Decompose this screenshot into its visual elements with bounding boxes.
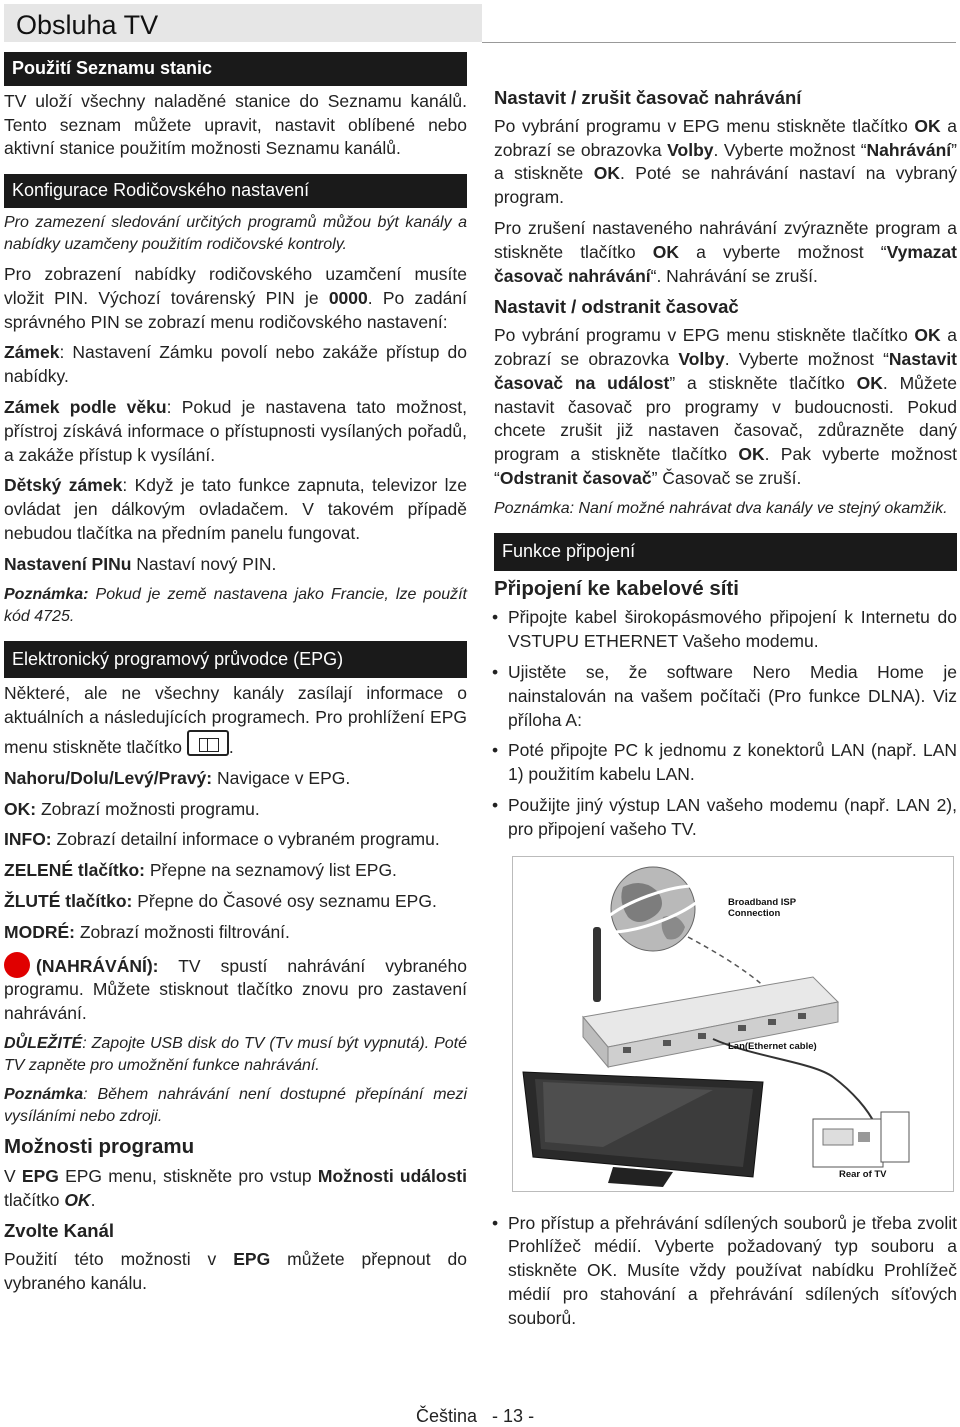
epg-important: DŮLEŽITÉ: Zapojte USB disk do TV (Tv musí být vypnutá). Poté TV zapněte pro umožnění funkce nahrávání. xyxy=(4,1034,467,1074)
list-item: • Pro přístup a přehrávání sdílených souborů je třeba zvolit Prohlížeč médií. Vyberte požadovaný typ souboru a stiskněte OK. Musíte vždy používat nabídku Prohlížeč médií pro stahování a přehrávání sdílených síťových souborů. xyxy=(494,1212,957,1331)
section-heading-epg: Elektronický programový průvodce (EPG) xyxy=(4,641,467,679)
network-diagram xyxy=(512,856,954,1192)
right-column xyxy=(494,82,957,1338)
tv-rear-panel-icon xyxy=(813,1119,883,1167)
pin-set-paragraph: Nastavení PINu Nastaví nový PIN. xyxy=(4,553,277,574)
rec-timer-p2: Pro zrušení nastaveného nahrávání zvýrazněte program a stiskněte tlačítko OK a vyberte možnost “Vymazat časovač nahrávání“. Nahrávání se zruší. xyxy=(494,217,957,286)
list-item: • Připojte kabel širokopásmového připojení k Internetu do VSTUPU ETHERNET Vašeho modemu. xyxy=(494,606,957,654)
rec-timer-p1: Po vybrání programu v EPG menu stiskněte tlačítko OK a zobrazí se obrazovka Volby. Vyberte možnost “Nahrávání” a stiskněte OK. Poté se nahrávání nastaví na vybraný program. xyxy=(494,115,957,208)
connect-steps xyxy=(494,606,957,841)
epg-green: ZELENÉ tlačítko: Přepne na seznamový list EPG. xyxy=(4,860,397,881)
page-title-bar xyxy=(4,4,482,42)
page-number: - 13 - xyxy=(492,1406,535,1426)
default-pin: 0000 xyxy=(328,287,368,308)
epg-note: Poznámka: Během nahrávání není dostupné přepínání mezi vysíláními nebo zdroji. xyxy=(4,1085,467,1125)
epg-record: (NAHRÁVÁNÍ): TV spustí nahrávání vybraného programu. Můžete stisknout tlačítko znovu pro zastavení nahrávání. xyxy=(4,952,467,1026)
section-heading-channel-list: Použití Seznamu stanic xyxy=(4,52,467,86)
timer-heading: Nastavit / odstranit časovač xyxy=(494,296,739,318)
parental-pin-paragraph: Pro zobrazení nabídky rodičovského uzamčení musíte vložit PIN. Výchozí továrenský PIN je 0000. Po zadání správného PIN se zobrazí menu rodičovského nastavení: xyxy=(4,263,467,332)
epg-info: INFO: Zobrazí detailní informace o vybraném programu. xyxy=(4,829,440,850)
epg-nav: Nahoru/Dolu/Levý/Pravý: Navigace v EPG. xyxy=(4,767,351,788)
section-heading-connect: Funkce připojení xyxy=(494,533,957,571)
section-heading-parental: Konfigurace Rodičovského nastavení xyxy=(4,174,467,208)
footer-language: Čeština xyxy=(416,1406,478,1426)
list-item: • Poté připojte PC k jednomu z konektorů LAN (např. LAN 1) použitím kabelu LAN. xyxy=(494,739,957,787)
lan-cable-label: Lan(Ethernet cable) xyxy=(728,1040,817,1052)
epg-yellow: ŽLUTÉ tlačítko: Přepne do Časové osy seznamu EPG. xyxy=(4,890,437,911)
program-options-heading: Možnosti programu xyxy=(4,1134,195,1158)
page-title: Obsluha TV xyxy=(16,10,159,40)
child-lock-paragraph: Dětský zámek: Když je tato funkce zapnuta, televizor lze ovládat jen dálkovým ovladačem. V takovém případě nebudou tlačítka na předním panelu fungovat. xyxy=(4,475,467,543)
timer-note: Poznámka: Naní možné nahrávat dva kanály ve stejný okamžik. xyxy=(494,499,948,517)
list-item: • Použijte jiný výstup LAN vašeho modemu (např. LAN 2), pro připojení vašeho TV. xyxy=(494,794,957,842)
title-rule xyxy=(482,42,956,43)
switch-channel-body: Použití této možnosti v EPG můžete přepnout do vybraného kanálu. xyxy=(4,1249,467,1293)
age-lock-paragraph: Zámek podle věku: Pokud je nastavena tato možnost, přístroj získává informace o přístupnosti vysílaných pořadů, a zakáže přístup k vysílání. xyxy=(4,396,467,465)
isp-label: Broadband ISP Connection xyxy=(728,896,797,919)
rear-of-tv-label: Rear of TV xyxy=(839,1168,887,1180)
rec-timer-heading: Nastavit / zrušit časovač nahrávání xyxy=(494,87,802,108)
lock-paragraph: Zámek: Nastavení Zámku povolí nebo zakáže přístup do nabídky. xyxy=(4,342,467,387)
media-browser-steps xyxy=(494,1212,957,1331)
channel-list-body: TV uloží všechny naladěné stanice do Seznamu kanálů. Tento seznam můžete upravit, nastavit oblíbené nebo aktivní stanice použitím možnosti Seznamu kanálů. xyxy=(4,90,467,159)
france-note: Poznámka: Pokud je země nastavena jako Francie, lze použít kód 4725. xyxy=(4,585,467,625)
record-button-icon xyxy=(4,952,30,978)
tv-icon xyxy=(523,1072,763,1187)
program-options-body: V EPG EPG menu, stiskněte pro vstup Možnosti události tlačítko OK. xyxy=(4,1165,467,1210)
parental-note: Pro zamezení sledování určitých programů můžou být kanály a nabídky uzamčeny použitím rodičovské kontroly. xyxy=(4,213,467,253)
left-column xyxy=(4,52,467,1303)
epg-ok: OK: Zobrazí možnosti programu. xyxy=(4,798,260,819)
globe-icon xyxy=(597,867,710,951)
switch-channel-heading: Zvolte Kanál xyxy=(4,1220,114,1242)
epg-blue: MODRÉ: Zobrazí možnosti filtrování. xyxy=(4,921,290,942)
list-item: • Ujistěte se, že software Nero Media Home je nainstalován na vašem počítači (Pro funkce DLNA). Viz příloha A: xyxy=(494,661,957,732)
epg-intro: Některé, ale ne všechny kanály zasílají informace o aktuálních a následujících programech. Pro prohlížení EPG menu stiskněte tlačítko . xyxy=(4,683,467,757)
cable-network-heading: Připojení ke kabelové síti xyxy=(494,576,739,600)
timer-body: Po vybrání programu v EPG menu stiskněte tlačítko OK a zobrazí se obrazovka Volby. Vyberte možnost “Nastavit časovač na událost” a stiskněte tlačítko OK. Můžete nastavit časovač pro programy v budoucnosti. Pokud chcete zrušit již nastaven časovač, zdůrazněte daný program a stiskněte tlačítko OK. Pak vyberte možnost “Odstranit časovač” Časovač se zruší. xyxy=(494,325,958,488)
epg-button-icon xyxy=(187,730,229,756)
page-footer xyxy=(416,1406,534,1427)
